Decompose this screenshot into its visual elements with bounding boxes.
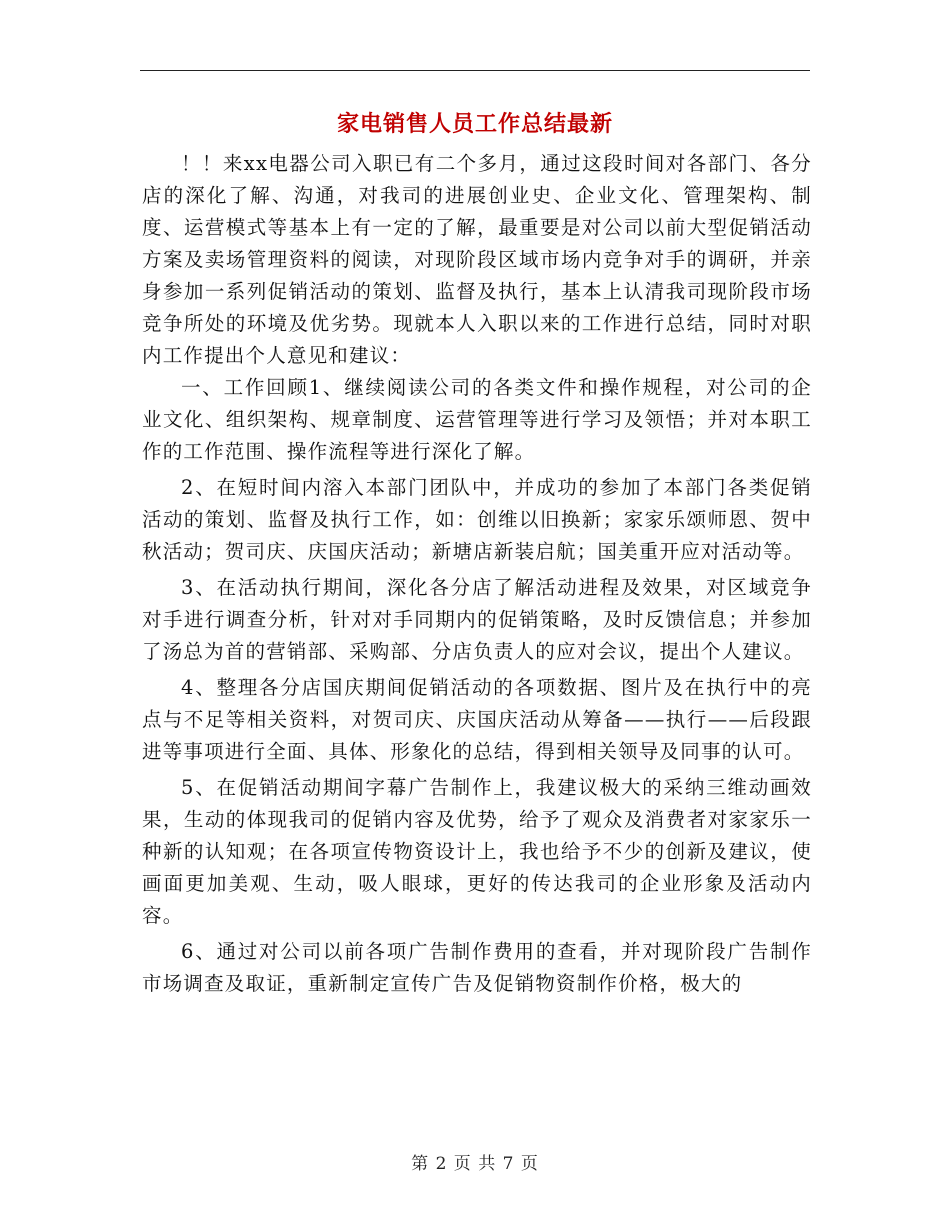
header-rule — [140, 70, 810, 71]
paragraph: 6、通过对公司以前各项广告制作费用的查看，并对现阶段广告制作市场调查及取证，重新制定宣传广告及促销物资制作价格，极大的 — [142, 940, 812, 995]
paragraph: 2、在短时间内溶入本部门团队中，并成功的参加了本部门各类促销活动的策划、监督及执行工作，如：创维以旧换新；家家乐颂师恩、贺中秋活动；贺司庆、庆国庆活动；新塘店新装启航；国美重开应对活动等。 — [142, 476, 812, 563]
paragraph: 5、在促销活动期间字幕广告制作上，我建议极大的采纳三维动画效果，生动的体现我司的促销内容及优势，给予了观众及消费者对家家乐一种新的认知观；在各项宣传物资设计上，我也给予不少的创新及建议，使画面更加美观、生动，吸人眼球，更好的传达我司的企业形象及活动内容。 — [142, 776, 812, 927]
document-body — [142, 148, 812, 1000]
paragraph: ！！来xx电器公司入职已有二个多月，通过这段时间对各部门、各分店的深化了解、沟通，对我司的进展创业史、企业文化、管理架构、制度、运营模式等基本上有一定的了解，最重要是对公司以前大型促销活动方案及卖场管理资料的阅读，对现阶段区域市场内竞争对手的调研，并亲身参加一系列促销活动的策划、监督及执行，基本上认清我司现阶段市场竞争所处的环境及优劣势。现就本人入职以来的工作进行总结，同时对职内工作提出个人意见和建议： — [142, 152, 812, 367]
paragraph: 一、工作回顾1、继续阅读公司的各类文件和操作规程，对公司的企业文化、组织架构、规章制度、运营管理等进行学习及领悟；并对本职工作的工作范围、操作流程等进行深化了解。 — [142, 376, 812, 463]
paragraph: 3、在活动执行期间，深化各分店了解活动进程及效果，对区域竞争对手进行调查分析，针对对手同期内的促销策略，及时反馈信息；并参加了汤总为首的营销部、采购部、分店负责人的应对会议，提出个人建议。 — [142, 576, 812, 663]
paragraph: 4、整理各分店国庆期间促销活动的各项数据、图片及在执行中的亮点与不足等相关资料，对贺司庆、庆国庆活动从筹备——执行——后段跟进等事项进行全面、具体、形象化的总结，得到相关领导及同事的认可。 — [142, 676, 812, 763]
document-title: 家电销售人员工作总结最新 — [336, 111, 613, 137]
page-number-footer: 第 2 页 共 7 页 — [411, 1154, 539, 1174]
